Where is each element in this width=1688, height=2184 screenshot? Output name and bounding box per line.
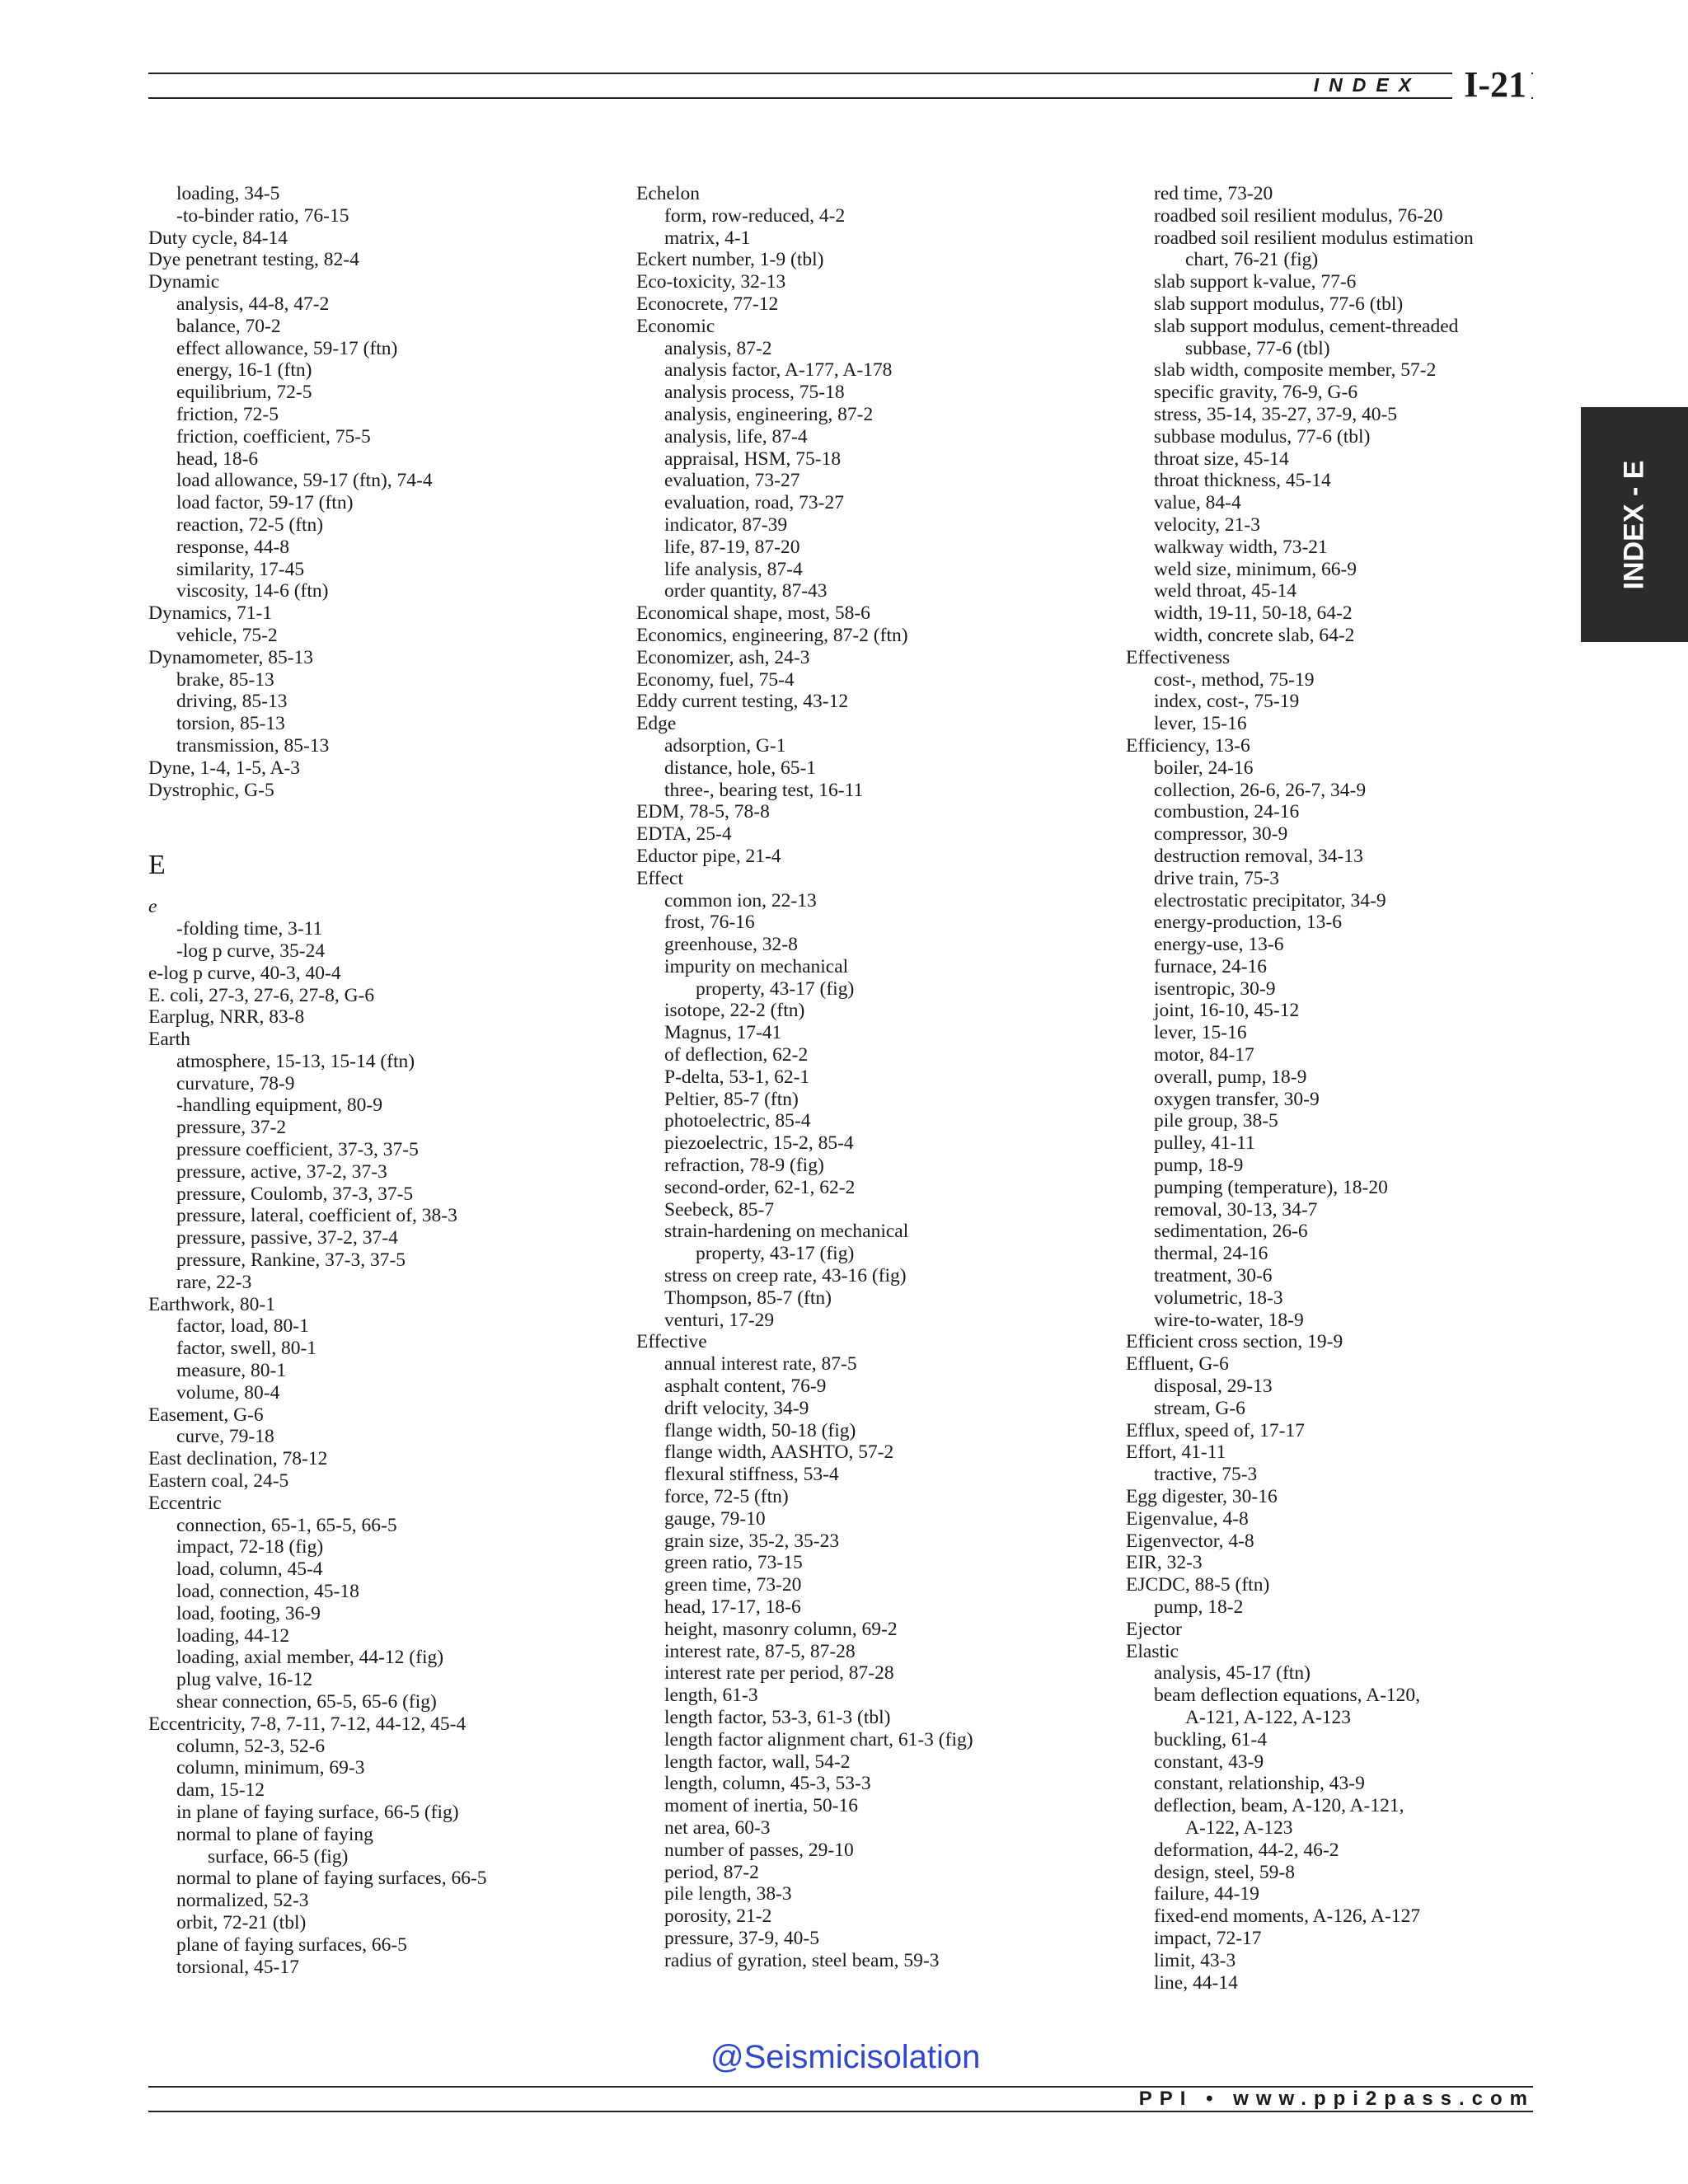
index-entry: greenhouse, 32-8 [664,934,798,956]
index-entry: width, concrete slab, 64-2 [1154,624,1355,646]
index-entry: friction, 72-5 [176,403,279,425]
index-entry: stream, G-6 [1154,1397,1245,1419]
index-entry: loading, 44-12 [176,1624,290,1647]
index-entry: reaction, 72-5 (ftn) [176,513,324,536]
index-entry: Egg digester, 30-16 [1126,1486,1278,1508]
index-entry: curve, 79-18 [176,1426,274,1448]
index-entry: second-order, 62-1, 62-2 [664,1176,856,1198]
index-entry: appraisal, HSM, 75-18 [664,448,842,470]
index-entry: Efficiency, 13-6 [1126,734,1250,757]
index-entry: length factor, 53-3, 61-3 (tbl) [664,1706,891,1728]
index-entry: wire-to-water, 18-9 [1154,1309,1304,1331]
index-entry: beam deflection equations, A-120, [1154,1685,1421,1707]
index-entry: energy-production, 13-6 [1154,912,1342,934]
index-entry: load, footing, 36-9 [176,1602,321,1624]
index-entry: normal to plane of faying surfaces, 66-5 [176,1868,487,1890]
index-entry: failure, 44-19 [1154,1883,1259,1905]
index-entry: Ejector [1126,1618,1182,1640]
index-entry: radius of gyration, steel beam, 59-3 [664,1949,940,1971]
index-entry-continued: surface, 66-5 (fig) [208,1845,349,1868]
index-entry: impact, 72-18 (fig) [176,1536,324,1558]
index-entry: impact, 72-17 [1154,1927,1262,1949]
index-entry-continued: property, 43-17 (fig) [696,1243,855,1265]
index-entry: cost-, method, 75-19 [1154,668,1315,691]
index-entry: Magnus, 17-41 [664,1022,782,1044]
index-entry: deformation, 44-2, 46-2 [1154,1839,1339,1861]
index-entry: Seebeck, 85-7 [664,1198,775,1221]
header-rule-bottom [148,97,1533,99]
index-column-2 [636,183,1098,1972]
index-entry: e-log p curve, 40-3, 40-4 [148,962,341,984]
index-entry: design, steel, 59-8 [1154,1861,1295,1883]
index-entry: connection, 65-1, 65-5, 66-5 [176,1514,397,1536]
index-entry: factor, load, 80-1 [176,1315,309,1338]
index-entry: Eccentric [148,1492,222,1514]
index-entry: common ion, 22-13 [664,889,817,912]
index-entry: stress, 35-14, 35-27, 37-9, 40-5 [1154,403,1398,425]
index-entry: pressure coefficient, 37-3, 37-5 [176,1139,419,1161]
index-entry: Dynamics, 71-1 [148,602,273,625]
index-entry: load, column, 45-4 [176,1558,323,1581]
index-entry: constant, 43-9 [1154,1750,1264,1773]
index-entry: Economy, fuel, 75-4 [636,668,795,691]
index-entry: balance, 70-2 [176,315,281,337]
index-entry: number of passes, 29-10 [664,1839,854,1861]
index-entry: life analysis, 87-4 [664,558,803,580]
index-entry: overall, pump, 18-9 [1154,1066,1307,1088]
index-entry: Eastern coal, 24-5 [148,1470,289,1493]
index-entry: limit, 43-3 [1154,1949,1236,1971]
index-entry: life, 87-19, 87-20 [664,536,800,558]
index-entry: refraction, 78-9 (fig) [664,1155,824,1177]
index-entry: throat size, 45-14 [1154,448,1289,470]
index-entry: load factor, 59-17 (ftn) [176,492,354,514]
index-entry: Thompson, 85-7 (ftn) [664,1286,832,1309]
index-entry: venturi, 17-29 [664,1309,775,1331]
index-entry: analysis factor, A-177, A-178 [664,359,893,382]
index-entry: head, 17-17, 18-6 [664,1596,801,1618]
index-entry: walkway width, 73-21 [1154,536,1328,558]
index-entry: line, 44-14 [1154,1971,1238,1994]
index-entry: shear connection, 65-5, 65-6 (fig) [176,1691,437,1713]
index-entry: driving, 85-13 [176,691,288,713]
page-number: I-21 [1452,64,1531,105]
index-entry: Easement, G-6 [148,1404,264,1426]
index-entry: Peltier, 85-7 (ftn) [664,1088,799,1110]
index-entry: impurity on mechanical [664,955,849,977]
index-entry: analysis, 45-17 (ftn) [1154,1662,1311,1685]
index-entry: plane of faying surfaces, 66-5 [176,1933,407,1956]
index-entry: Economics, engineering, 87-2 (ftn) [636,624,908,646]
index-entry: furnace, 24-16 [1154,955,1268,977]
index-entry: flange width, AASHTO, 57-2 [664,1441,894,1464]
index-entry: drive train, 75-3 [1154,867,1280,889]
index-entry: Effect [636,867,683,889]
index-entry: interest rate per period, 87-28 [664,1662,894,1685]
index-entry: Eddy current testing, 43-12 [636,691,849,713]
index-entry: similarity, 17-45 [176,558,305,580]
index-entry: electrostatic precipitator, 34-9 [1154,889,1386,912]
index-entry: analysis process, 75-18 [664,382,845,404]
index-entry: net area, 60-3 [664,1816,771,1839]
index-entry-continued: property, 43-17 (fig) [696,977,855,1000]
index-entry: Eccentricity, 7-8, 7-11, 7-12, 44-12, 45-4 [148,1713,467,1735]
index-entry: Effluent, G-6 [1126,1353,1229,1376]
index-entry: EIR, 32-3 [1126,1552,1203,1574]
index-entry: -to-binder ratio, 76-15 [176,204,349,227]
section-thumb-tab [1581,407,1688,642]
index-entry: force, 72-5 (ftn) [664,1486,789,1508]
index-entry: piezoelectric, 15-2, 85-4 [664,1132,854,1155]
index-entry: asphalt content, 76-9 [664,1376,827,1398]
index-entry: Efficient cross section, 19-9 [1126,1331,1343,1353]
index-entry: in plane of faying surface, 66-5 (fig) [176,1801,459,1823]
index-entry: Eckert number, 1-9 (tbl) [636,249,824,271]
index-entry: compressor, 30-9 [1154,823,1288,846]
publisher-footer: PPI • www.ppi2pass.com [1138,2088,1535,2110]
index-entry: Eigenvector, 4-8 [1126,1530,1254,1552]
index-entry: measure, 80-1 [176,1360,287,1382]
index-entry: flange width, 50-18 (fig) [664,1419,856,1441]
footer-rule-bottom [148,2111,1533,2112]
index-entry: deflection, beam, A-120, A-121, [1154,1795,1404,1817]
index-entry: Effectiveness [1126,646,1231,668]
index-entry: pressure, 37-9, 40-5 [664,1927,819,1949]
index-entry-continued: chart, 76-21 (fig) [1185,249,1319,271]
index-entry: roadbed soil resilient modulus, 76-20 [1154,204,1443,227]
index-entry: pulley, 41-11 [1154,1132,1255,1155]
index-entry: isotope, 22-2 (ftn) [664,1000,805,1022]
index-entry: normal to plane of faying [176,1823,373,1845]
index-entry-continued: A-122, A-123 [1185,1816,1293,1839]
index-entry: transmission, 85-13 [176,734,330,757]
index-entry: Effective [636,1331,707,1353]
index-entry: evaluation, 73-27 [664,470,800,492]
index-entry: length factor, wall, 54-2 [664,1750,851,1773]
index-entry: curvature, 78-9 [176,1072,295,1094]
index-entry: isentropic, 30-9 [1154,977,1276,1000]
index-entry: friction, coefficient, 75-5 [176,425,371,448]
index-entry: velocity, 21-3 [1154,513,1260,536]
index-entry: viscosity, 14-6 (ftn) [176,580,329,602]
index-entry: torsion, 85-13 [176,713,285,735]
index-entry: matrix, 4-1 [664,227,751,249]
index-entry-continued: A-121, A-122, A-123 [1185,1706,1352,1728]
index-entry: column, minimum, 69-3 [176,1757,365,1779]
index-entry: combustion, 24-16 [1154,801,1300,823]
index-entry: throat thickness, 45-14 [1154,470,1331,492]
index-entry: pressure, lateral, coefficient of, 38-3 [176,1205,457,1227]
index-entry: slab support modulus, cement-threaded [1154,315,1459,337]
index-column-3 [1126,183,1587,1994]
index-entry: weld throat, 45-14 [1154,580,1296,602]
index-entry: treatment, 30-6 [1154,1265,1273,1287]
index-entry: removal, 30-13, 34-7 [1154,1198,1318,1221]
index-entry: destruction removal, 34-13 [1154,845,1363,867]
index-entry: grain size, 35-2, 35-23 [664,1530,840,1552]
index-entry: pile group, 38-5 [1154,1110,1278,1132]
index-entry: East declination, 78-12 [148,1448,328,1470]
index-entry: of deflection, 62-2 [664,1044,809,1066]
index-entry: form, row-reduced, 4-2 [664,204,846,227]
index-entry: rare, 22-3 [176,1271,252,1293]
index-entry: boiler, 24-16 [1154,757,1254,779]
index-entry: red time, 73-20 [1154,183,1273,204]
running-header-label: INDEX [1313,74,1421,96]
index-entry: lever, 15-16 [1154,713,1247,735]
index-entry: load, connection, 45-18 [176,1581,359,1603]
index-entry: torsional, 45-17 [176,1956,299,1978]
index-entry: buckling, 61-4 [1154,1728,1268,1750]
index-entry: collection, 26-6, 26-7, 34-9 [1154,779,1367,801]
index-entry: strain-hardening on mechanical [664,1221,909,1243]
index-entry: atmosphere, 15-13, 15-14 (ftn) [176,1050,415,1072]
index-entry: analysis, engineering, 87-2 [664,403,874,425]
index-entry: pressure, Rankine, 37-3, 37-5 [176,1249,406,1272]
index-entry: Eigenvalue, 4-8 [1126,1507,1249,1530]
index-entry: period, 87-2 [664,1861,759,1883]
index-entry: vehicle, 75-2 [176,624,278,646]
index-entry: height, masonry column, 69-2 [664,1618,898,1640]
index-entry: EDM, 78-5, 78-8 [636,801,770,823]
index-entry: roadbed soil resilient modulus estimation [1154,227,1474,249]
index-entry: Earthwork, 80-1 [148,1293,276,1315]
index-entry: gauge, 79-10 [664,1507,766,1530]
index-entry: thermal, 24-16 [1154,1243,1268,1265]
index-entry: Eco-toxicity, 32-13 [636,271,786,293]
index-entry: pumping (temperature), 18-20 [1154,1176,1388,1198]
index-entry: analysis, life, 87-4 [664,425,808,448]
section-letter: E [148,850,166,881]
index-entry: Dye penetrant testing, 82-4 [148,249,359,271]
index-entry: Eductor pipe, 21-4 [636,845,781,867]
index-entry: load allowance, 59-17 (ftn), 74-4 [176,470,433,492]
index-entry: Efflux, speed of, 17-17 [1126,1419,1305,1441]
index-entry: Earplug, NRR, 83-8 [148,1006,305,1029]
index-entry: stress on creep rate, 43-16 (fig) [664,1265,907,1287]
index-entry: porosity, 21-2 [664,1905,772,1928]
index-entry: pressure, passive, 37-2, 37-4 [176,1227,398,1249]
index-entry: tractive, 75-3 [1154,1464,1258,1486]
index-entry: subbase modulus, 77-6 (tbl) [1154,425,1371,448]
index-entry: Dynamometer, 85-13 [148,646,314,668]
index-entry: EDTA, 25-4 [636,823,732,846]
index-entry: Echelon [636,183,700,204]
index-entry: equilibrium, 72-5 [176,382,312,404]
index-entry: factor, swell, 80-1 [176,1338,317,1360]
index-entry: Elastic [1126,1640,1179,1662]
index-entry: response, 44-8 [176,536,290,558]
index-entry: loading, 34-5 [176,183,280,204]
index-entry: energy-use, 13-6 [1154,934,1284,956]
index-entry: pressure, active, 37-2, 37-3 [176,1160,387,1183]
index-entry: Effort, 41-11 [1126,1441,1226,1464]
index-entry: orbit, 72-21 (tbl) [176,1911,307,1933]
index-entry: analysis, 87-2 [664,337,772,359]
index-entry: slab width, composite member, 57-2 [1154,359,1437,382]
index-entry: slab support k-value, 77-6 [1154,271,1357,293]
index-entry: analysis, 44-8, 47-2 [176,293,330,315]
index-entry: Economic [636,315,715,337]
index-entry: normalized, 52-3 [176,1890,309,1912]
index-entry: disposal, 29-13 [1154,1376,1273,1398]
index-entry: Dyne, 1-4, 1-5, A-3 [148,757,301,779]
index-entry: E. coli, 27-3, 27-6, 27-8, G-6 [148,984,375,1006]
index-entry: pump, 18-9 [1154,1155,1244,1177]
index-entry: green ratio, 73-15 [664,1552,803,1574]
index-entry: -handling equipment, 80-9 [176,1094,382,1117]
index-entry: distance, hole, 65-1 [664,757,817,779]
index-entry: weld size, minimum, 66-9 [1154,558,1357,580]
index-entry: dam, 15-12 [176,1779,265,1802]
index-entry: volume, 80-4 [176,1381,280,1404]
index-entry: Economizer, ash, 24-3 [636,646,810,668]
index-entry: length factor alignment chart, 61-3 (fig) [664,1728,973,1750]
index-entry: specific gravity, 76-9, G-6 [1154,382,1358,404]
index-entry: Economical shape, most, 58-6 [636,602,870,625]
index-entry: EJCDC, 88-5 (ftn) [1126,1574,1270,1596]
index-column-1 [148,183,610,1978]
index-entry: three-, bearing test, 16-11 [664,779,864,801]
index-entry: pressure, 37-2 [176,1117,287,1139]
index-entry: annual interest rate, 87-5 [664,1353,857,1376]
index-entry: photoelectric, 85-4 [664,1110,811,1132]
index-entry: flexural stiffness, 53-4 [664,1464,839,1486]
index-entry: moment of inertia, 50-16 [664,1795,858,1817]
index-entry: energy, 16-1 (ftn) [176,359,312,382]
index-entry: motor, 84-17 [1154,1044,1254,1066]
index-entry: Earth [148,1029,190,1051]
index-entry: Dynamic [148,271,220,293]
index-entry: order quantity, 87-43 [664,580,828,602]
index-entry: plug valve, 16-12 [176,1669,313,1691]
index-entry: loading, axial member, 44-12 (fig) [176,1647,444,1669]
index-entry: length, column, 45-3, 53-3 [664,1773,871,1795]
watermark-text: @Seismicisolation [710,2039,981,2075]
index-entry: brake, 85-13 [176,668,274,691]
index-entry-continued: subbase, 77-6 (tbl) [1185,337,1330,359]
index-entry: value, 84-4 [1154,492,1241,514]
index-entry: pressure, Coulomb, 37-3, 37-5 [176,1183,414,1205]
index-entry: indicator, 87-39 [664,513,788,536]
index-entry: length, 61-3 [664,1685,758,1707]
index-entry: lever, 15-16 [1154,1022,1247,1044]
index-entry: Duty cycle, 84-14 [148,227,288,249]
index-entry: sedimentation, 26-6 [1154,1221,1308,1243]
index-entry: index, cost-, 75-19 [1154,691,1300,713]
index-entry: pile length, 38-3 [664,1883,792,1905]
index-entry: volumetric, 18-3 [1154,1286,1283,1309]
index-entry: Econocrete, 77-12 [636,293,779,315]
index-entry: adsorption, G-1 [664,734,786,757]
index-entry: constant, relationship, 43-9 [1154,1773,1365,1795]
section-thumb-tab-label: INDEX - E [1618,460,1650,589]
index-entry: e [148,896,157,918]
index-entry: drift velocity, 34-9 [664,1397,809,1419]
index-entry: -log p curve, 35-24 [176,940,326,962]
index-entry: column, 52-3, 52-6 [176,1735,326,1757]
index-entry: frost, 76-16 [664,912,755,934]
index-entry: Dystrophic, G-5 [148,779,274,801]
index-entry: pump, 18-2 [1154,1596,1244,1618]
index-entry: oxygen transfer, 30-9 [1154,1088,1320,1110]
index-entry: interest rate, 87-5, 87-28 [664,1640,856,1662]
index-entry: evaluation, road, 73-27 [664,492,844,514]
index-entry: -folding time, 3-11 [176,918,323,940]
index-entry: joint, 16-10, 45-12 [1154,1000,1300,1022]
index-entry: effect allowance, 59-17 (ftn) [176,337,398,359]
index-entry: head, 18-6 [176,448,259,470]
index-entry: fixed-end moments, A-126, A-127 [1154,1905,1421,1928]
index-entry: width, 19-11, 50-18, 64-2 [1154,602,1353,625]
index-entry: P-delta, 53-1, 62-1 [664,1066,810,1088]
index-entry: Edge [636,713,677,735]
index-entry: green time, 73-20 [664,1574,802,1596]
index-entry: slab support modulus, 77-6 (tbl) [1154,293,1404,315]
